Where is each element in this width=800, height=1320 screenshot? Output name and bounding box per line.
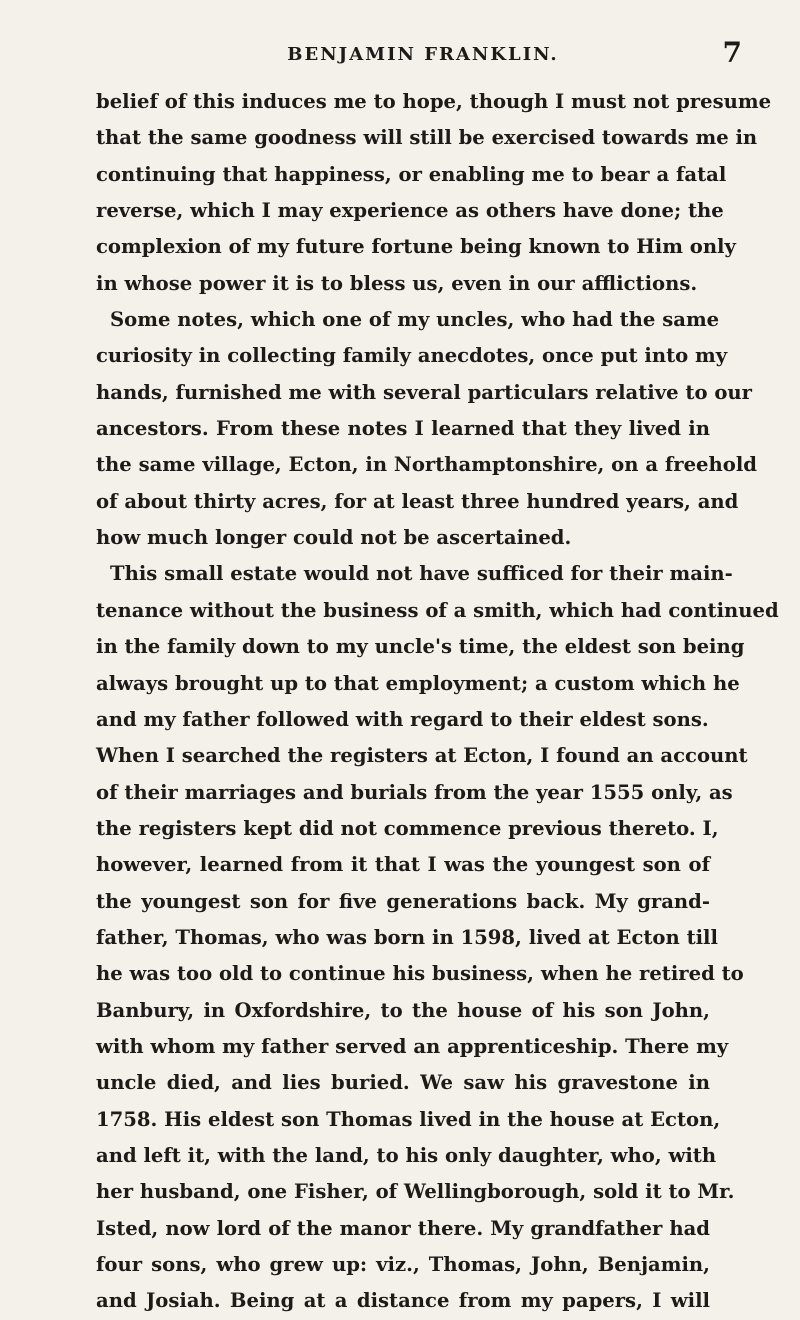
text-line: and my father followed with regard to their eldest sons. [96, 707, 709, 731]
text-line: the registers kept did not commence previous thereto. I, [96, 816, 719, 840]
text-line: her husband, one Fisher, of Wellingborough, sold it to Mr. [96, 1180, 735, 1204]
text-line: 1758. His eldest son Thomas lived in the house at Ecton, [96, 1107, 721, 1131]
text-line: the youngest son for five generations back. My grand- [96, 889, 710, 913]
text-line: with whom my father served an apprenticeship. There my [96, 1034, 729, 1058]
text-line: Some notes, which one of my uncles, who had the same [110, 308, 720, 332]
text-line: This small estate would not have sufficed for their main- [110, 562, 733, 586]
text-line: in whose power it is to bless us, even in our afflictions. [96, 271, 698, 295]
text-line: Banbury, in Oxfordshire, to the house of his son John, [96, 998, 710, 1022]
text-line: When I searched the registers at Ecton, I found an account [96, 744, 748, 768]
text-line: however, learned from it that I was the youngest son of [96, 853, 710, 877]
text-line: always brought up to that employment; a custom which he [96, 671, 740, 695]
text-line: complexion of my future fortune being known to Him only [96, 235, 736, 259]
text-line: and left it, with the land, to his only daughter, who, with [96, 1143, 717, 1167]
text-line: hands, furnished me with several particulars relative to our [96, 380, 752, 404]
text-line: curiosity in collecting family anecdotes, once put into my [96, 344, 728, 368]
running-title: BENJAMIN FRANKLIN. [287, 44, 559, 65]
text-line: the same village, Ecton, in Northamptonshire, on a freehold [96, 453, 757, 477]
text-line: of their marriages and burials from the year 1555 only, as [96, 780, 733, 804]
text-line: of about thirty acres, for at least three hundred years, and [96, 489, 739, 513]
text-line: uncle died, and lies buried. We saw his gravestone in [96, 1071, 710, 1095]
text-line: continuing that happiness, or enabling me to bear a fatal [96, 162, 727, 186]
text-line: reverse, which I may experience as others have done; the [96, 199, 724, 223]
text-line: in the family down to my uncle's time, the eldest son being [96, 635, 745, 659]
running-head [96, 36, 750, 76]
text-line: ancestors. From these notes I learned that they lived in [96, 417, 710, 441]
text-line: how much longer could not be ascertained. [96, 526, 572, 550]
text-line: Isted, now lord of the manor there. My grandfather had [96, 1216, 710, 1240]
text-line: that the same goodness will still be exercised towards me in [96, 126, 758, 150]
page-number: 7 [722, 36, 742, 69]
text-line: belief of this induces me to hope, though I must not presume [96, 90, 772, 113]
text-line: he was too old to continue his business, when he retired to [96, 962, 744, 986]
text-line: tenance without the business of a smith, which had continued [96, 598, 779, 622]
text-line: and Josiah. Being at a distance from my papers, I will [96, 1289, 710, 1313]
body-text [96, 84, 779, 1320]
text-line: four sons, who grew up: viz., Thomas, John, Benjamin, [96, 1253, 710, 1276]
text-line: father, Thomas, who was born in 1598, lived at Ecton till [96, 925, 718, 949]
